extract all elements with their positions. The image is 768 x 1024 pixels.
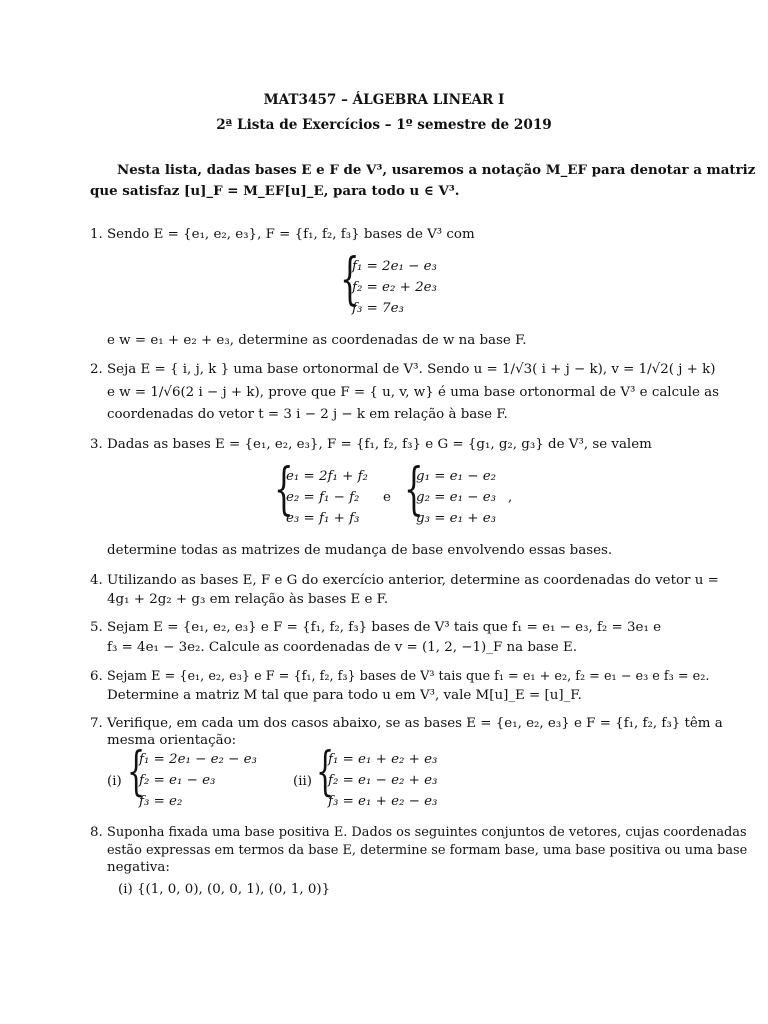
exercise-7-case-i-eq-2: f₂ = e₁ − e₃ [139,773,216,788]
exercise-3-right-eq-3: g₃ = e₁ + e₃ [416,511,496,526]
exercise-1-eq-1: f₁ = 2e₁ − e₃ [352,259,437,274]
exercise-6-number: 6. [90,669,103,684]
exercise-1-line-1: Sendo E = {e₁, e₂, e₃}, F = {f₁, f₂, f₃} bases de V³ com [107,227,475,242]
exercise-3-right-eq-2: g₂ = e₁ − e₃ [416,490,496,505]
exercise-1-eq-2: f₂ = e₂ + 2e₃ [352,280,437,295]
exercise-2-line-3: coordenadas do vetor t = 3 i − 2 j − k em relação à base F. [107,407,508,422]
exercise-7-case-i-label: (i) [107,774,122,789]
exercise-7-case-ii-eq-2: f₂ = e₁ − e₂ + e₃ [328,773,438,788]
exercise-8-item-i: (i) {(1, 0, 0), (0, 0, 1), (0, 1, 0)} [118,882,331,897]
exercise-3-line-2: determine todas as matrizes de mudança de base envolvendo essas bases. [107,543,613,558]
list-title: 2ª Lista de Exercícios – 1º semestre de 2019 [216,117,552,133]
exercise-1-number: 1. [90,227,103,242]
exercise-3-connector: e [383,490,391,505]
exercise-5-line-2: f₃ = 4e₁ − 3e₂. Calcule as coordenadas de v = (1, 2, −1)_F na base E. [107,640,577,655]
exercise-4-number: 4. [90,573,103,588]
exercise-3-number: 3. [90,437,103,452]
exercise-1-brace: { [340,247,360,312]
exercise-5-line-1: Sejam E = {e₁, e₂, e₃} e F = {f₁, f₂, f₃} bases de V³ tais que f₁ = e₁ − e₃, f₂ = 3e₁ e [107,620,662,635]
exercise-3-left-eq-1: e₁ = 2f₁ + f₂ [286,469,368,484]
exercise-8-number: 8. [90,825,103,840]
exercise-3-right-brace: { [404,457,424,522]
exercise-4-line-1: Utilizando as bases E, F e G do exercício anterior, determine as coordenadas do vetor u = [107,573,719,588]
intro-line-2: que satisfaz [u]_F = M_EF[u]_E, para todo u ∈ V³. [90,183,460,199]
exercise-7-number: 7. [90,716,103,731]
exercise-2-number: 2. [90,362,103,377]
exercise-7-case-ii-brace: { [316,742,335,802]
intro-line-1: Nesta lista, dadas bases E e F de V³, usaremos a notação M_EF para denotar a matriz [117,162,756,178]
exercise-7-case-i-brace: { [127,742,146,802]
exercise-1-eq-3: f₃ = 7e₃ [352,301,404,316]
exercise-7-line-1: Verifique, em cada um dos casos abaixo, se as bases E = {e₁, e₂, e₃} e F = {f₁, f₂, f₃} têm a [107,716,723,731]
exercise-8-line-1: Suponha fixada uma base positiva E. Dados os seguintes conjuntos de vetores, cujas coordenadas [107,825,747,840]
exercise-3-trailing-comma: , [508,490,513,505]
exercise-7-case-ii-label: (ii) [293,774,313,789]
exercise-8-line-3: negativa: [107,860,170,875]
exercise-1-line-2: e w = e₁ + e₂ + e₃, determine as coordenadas de w na base F. [107,333,527,348]
exercise-7-case-i-eq-3: f₃ = e₂ [139,794,183,809]
exercise-2-line-1: Seja E = { i, j, k } uma base ortonormal de V³. Sendo u = 1/√3( i + j − k), v = 1/√2( j + k) [107,362,716,377]
exercise-7-case-ii-eq-1: f₁ = e₁ + e₂ + e₃ [328,752,438,767]
exercise-6-line-2: Determine a matriz M tal que para todo u em V³, vale M[u]_E = [u]_F. [107,688,582,703]
course-title: MAT3457 – ÁLGEBRA LINEAR I [263,92,505,108]
exercise-4-line-2: 4g₁ + 2g₂ + g₃ em relação às bases E e F. [107,592,389,607]
exercise-2-line-2: e w = 1/√6(2 i − j + k), prove que F = { u, v, w} é uma base ortonormal de V³ e calcule as [107,385,720,400]
exercise-5-number: 5. [90,620,103,635]
exercise-7-case-i-eq-1: f₁ = 2e₁ − e₂ − e₃ [139,752,257,767]
exercise-7-case-ii-eq-3: f₃ = e₁ + e₂ − e₃ [328,794,438,809]
exercise-3-left-eq-3: e₃ = f₁ + f₃ [286,511,360,526]
exercise-7-line-2: mesma orientação: [107,733,237,748]
exercise-6-line-1: Sejam E = {e₁, e₂, e₃} e F = {f₁, f₂, f₃} bases de V³ tais que f₁ = e₁ + e₂, f₂ = e₁ − e₃ e f₃ = e₂. [107,669,710,684]
exercise-3-left-brace: { [274,457,294,522]
exercise-3-right-eq-1: g₁ = e₁ − e₂ [416,469,496,484]
exercise-8-line-2: estão expressas em termos da base E, determine se formam base, uma base positiva ou uma base [107,843,748,858]
exercise-3-line-1: Dadas as bases E = {e₁, e₂, e₃}, F = {f₁, f₂, f₃} e G = {g₁, g₂, g₃} de V³, se valem [107,437,652,452]
exercise-3-left-eq-2: e₂ = f₁ − f₂ [286,490,360,505]
